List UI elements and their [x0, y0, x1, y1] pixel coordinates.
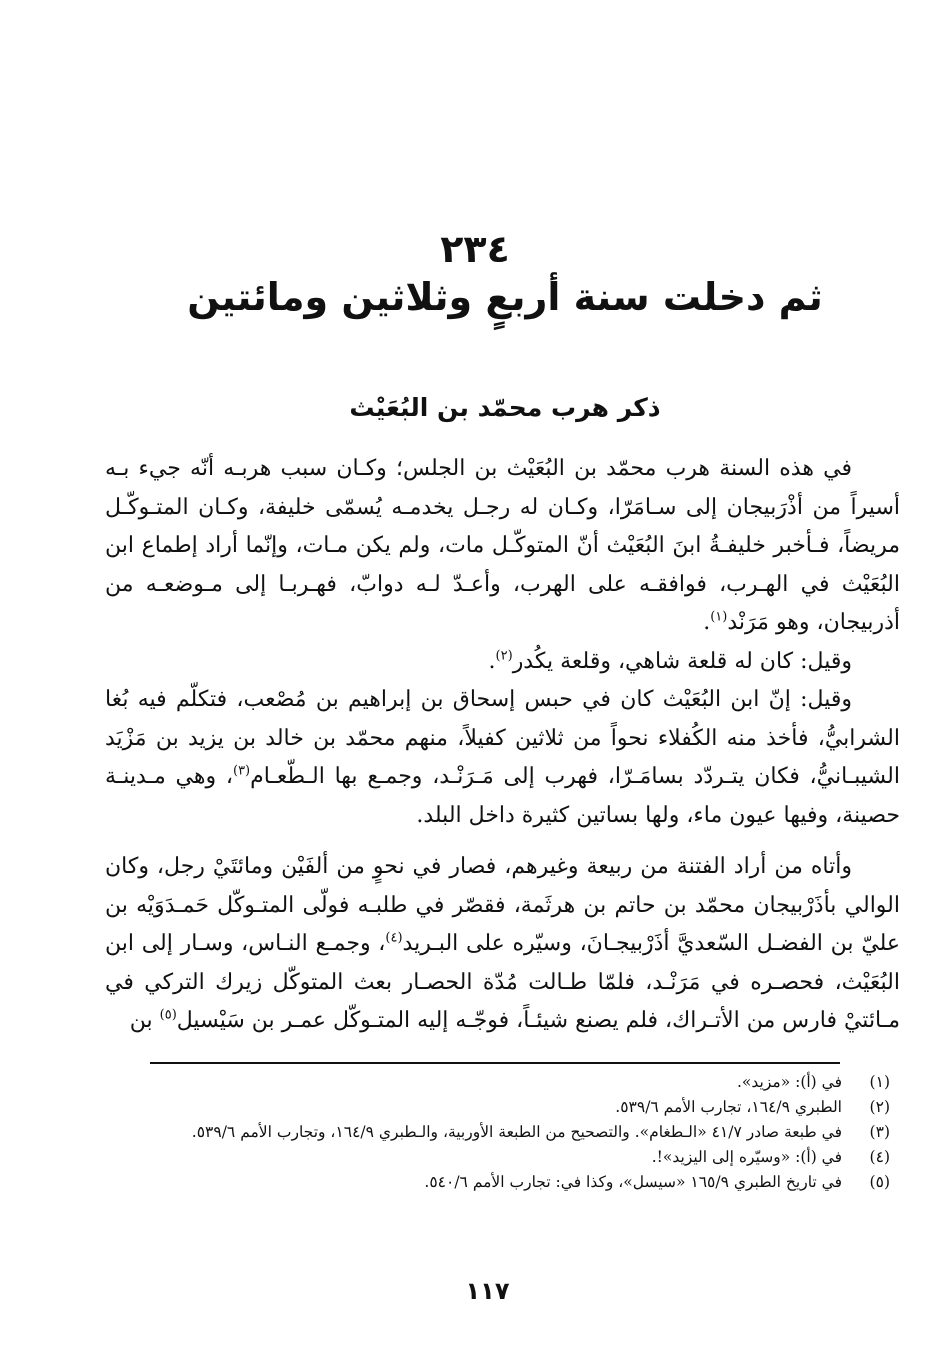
paragraph-1-text: في هذه السنة هرب محمّد بن البُعَيْث بن الجلس؛ وكـان سبب هربـه أنّه جيء بـه أسيراً من أذْرَبيجان إلى سـامَرّا، وكـان له رجـل يخدمـه يُسمّى خليفة، وكـان المتـوكّـل مريضاً، فـأخبر خليفـةُ ابنَ البُعَيْث أنّ المتوكّـل مات، ولم يكن مـات، وإنّما أراد إطماع ابن البُعَيْث في الهـرب، فوافقـه على الهرب، وأعـدّ لـه دوابّ، فهـربـا إلى مـوضعـه من أذربيجان، وهو مَرَنْد: [105, 456, 900, 635]
footnote-ref-5: (٥): [159, 1007, 177, 1023]
footnote-ref-4: (٤): [385, 930, 403, 946]
footnote-divider: [150, 1062, 840, 1064]
paragraph-2: [105, 643, 900, 682]
paragraph-2-text: وقيل: كان له قلعة شاهي، وقلعة يكُدر: [512, 649, 852, 674]
paragraph-3-text-b: ، وهي مـدينـة حصينة، وفيها عيون ماء، ولها بساتين كثيرة داخل البلد.: [105, 764, 900, 828]
footnote-ref-1: (١): [710, 609, 728, 625]
paragraph-2-end: .: [488, 649, 496, 674]
paragraph-4-text-c: بن: [129, 1008, 160, 1033]
paragraph-4: [105, 848, 900, 1041]
footnote-text: في تاريخ الطبري ١٦٥/٩ «سيسل»، وكذا في: تجارب الأمم ٥٤٠/٦.: [424, 1173, 842, 1191]
footnote-number: (٥): [869, 1173, 890, 1191]
footnote-number: (٢): [869, 1098, 890, 1116]
paragraph-1: [105, 450, 900, 643]
footnote-number: (٤): [869, 1148, 890, 1166]
footnote: [100, 1070, 890, 1095]
paragraph-3: [105, 681, 900, 835]
paragraph-3-text-a: وقيل: إنّ ابن البُعَيْث كان في حبس إسحاق بن إبراهيم بن مُصْعب، فتكلّم فيه بُغا الشرابيُّ، فأخذ منه الكُفلاء نحواً من ثلاثين كفيلاً، منهم محمّد بن خالد بن يزيد بن مَزْيَد الشيبـانيُّ، فكان يتـردّد بسامَـرّا، فهرب إلى مَـرَنْـد، وجمـع بها الـطّعـام: [105, 687, 900, 789]
footnote-text: في (أ): «مزيد».: [736, 1073, 842, 1091]
footnotes: [100, 1070, 890, 1195]
footnote-number: (١): [869, 1073, 890, 1091]
paragraph-1-end: .: [703, 610, 711, 635]
footnote: [100, 1095, 890, 1120]
paragraph-4-text-a: وأتاه من أراد الفتنة من ربيعة وغيرهم، فصار في نحوٍ من ألفَيْن ومائتَيْ رجل، وكان الوالي بأذَرْبيجان محمّد بن حاتم بن هرثَمة، فقصّر في طلبـه فولّى المتـوكّل حَمـدَوَيْه بن عليّ بن الفضـل السّعديَّ أذَرْبيجـانَ، وسيّره على البـريد: [105, 854, 900, 956]
footnote-ref-2: (٢): [495, 648, 513, 664]
footnote: [100, 1145, 890, 1170]
section-title: ذكر هرب محمّد بن البُعَيْث: [349, 393, 661, 422]
footnote: [100, 1170, 890, 1195]
page-number: ١١٧: [465, 1277, 510, 1305]
chapter-title: ثم دخلت سنة أربعٍ وثلاثين ومائتين: [187, 275, 823, 319]
footnote: [100, 1120, 890, 1145]
paragraph-4-text-b: ، وجمـع النـاس، وسـار إلى ابن البُعَيْث، فحصـره في مَرَنْـد، فلمّا طـالت مُدّة الحصـار بعث المتوكّل زيرك التركي في مـائتيْ فارس من الأتـراك، فلم يصنع شيئـاً، فوجّـه إليه المتـوكّل عمـر بن سَيْسيل: [105, 931, 900, 1033]
footnote-text: في طبعة صادر ٤١/٧ «الـطغام». والتصحيح من الطبعة الأوربية، والـطبري ١٦٤/٩، وتجارب الأمم ٥٣٩/٦.: [191, 1123, 842, 1141]
footnote-ref-3: (٣): [232, 763, 251, 779]
footnote-text: في (أ): «وسيّره إلى اليزيد»!.: [651, 1148, 842, 1166]
year-heading: ٢٣٤: [440, 227, 510, 271]
footnote-number: (٣): [869, 1123, 890, 1141]
footnote-text: الطبري ١٦٤/٩، تجارب الأمم ٥٣٩/٦.: [615, 1098, 842, 1116]
